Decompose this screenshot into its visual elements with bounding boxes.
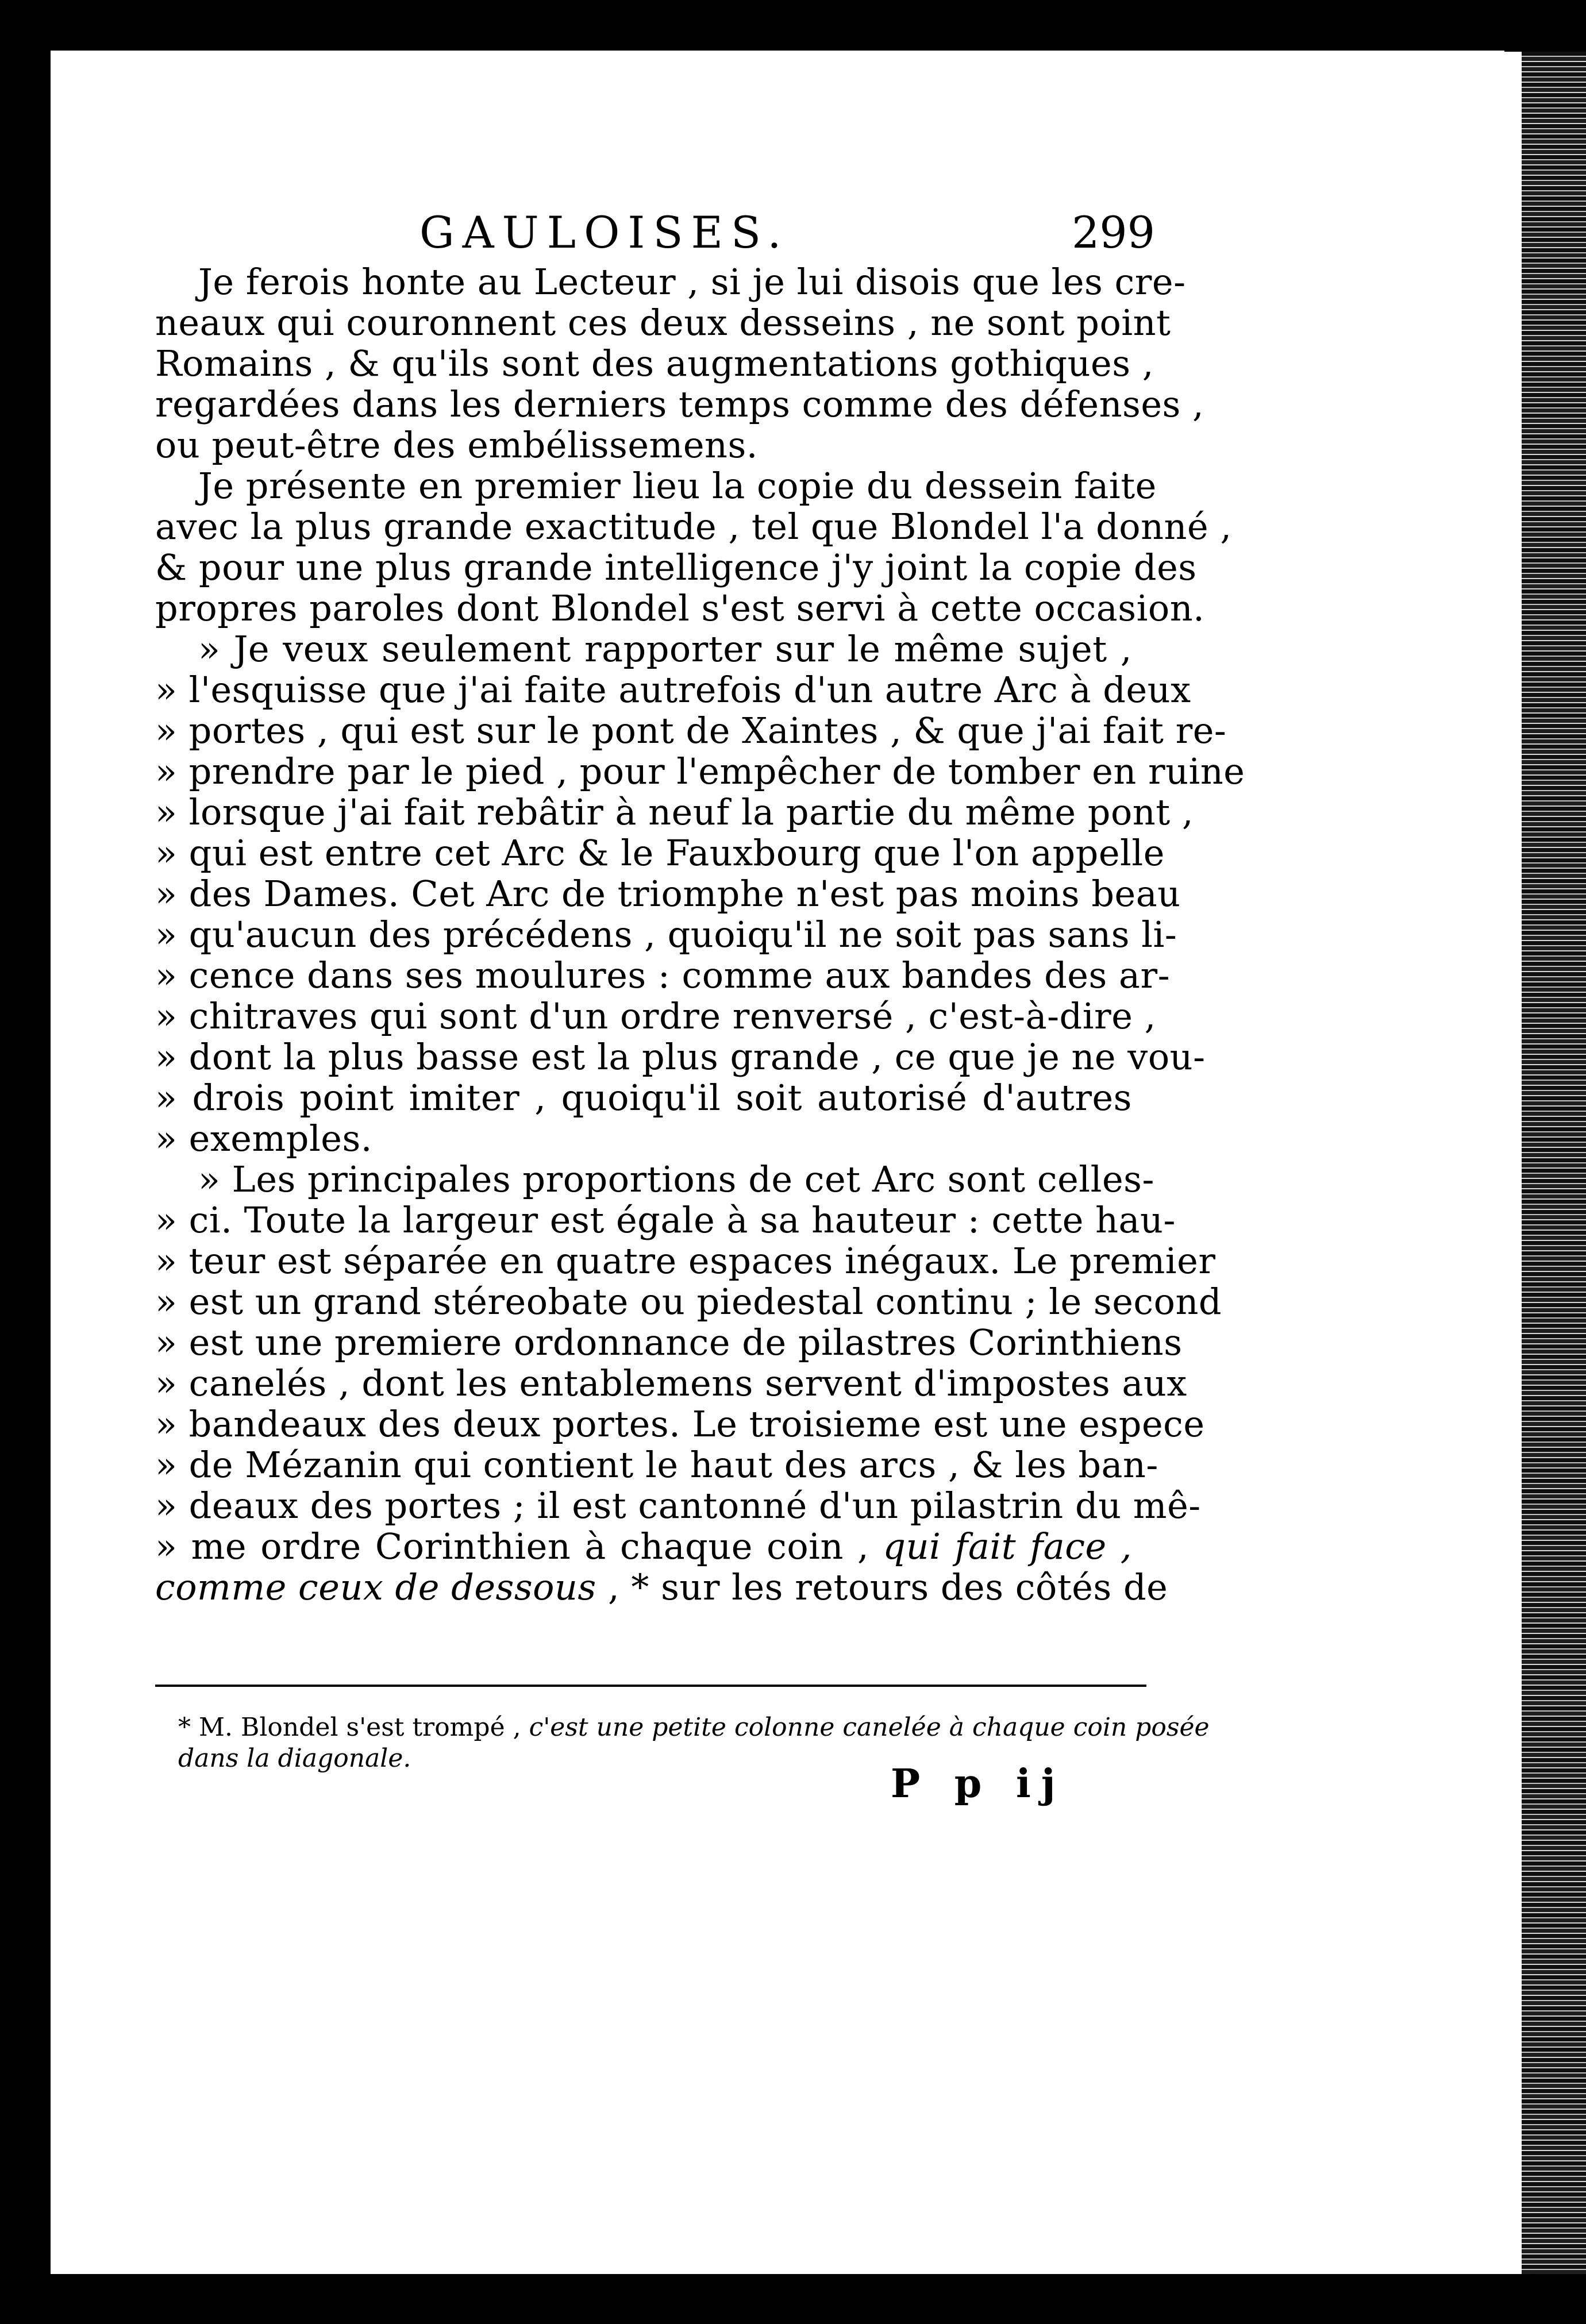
quote-line: » chitraves qui sont d'un ordre renversé , c'est-à-dire ,: [155, 995, 1156, 1037]
quote-line: » Les principales proportions de cet Arc sont celles-: [198, 1158, 1154, 1200]
quote-line: » deaux des portes ; il est cantonné d'un pilastrin du mê-: [155, 1485, 1201, 1527]
quote-line: » cence dans ses moulures : comme aux bandes des ar-: [155, 954, 1171, 996]
quote-line: » canelés , dont les entablemens servent d'impostes aux: [155, 1362, 1187, 1404]
signature-mark: P p ij: [891, 1761, 1066, 1807]
page-header: [155, 204, 1155, 261]
page-margin-strip: [1504, 52, 1522, 2274]
italic-phrase: comme ceux de dessous: [155, 1566, 596, 1608]
footnote-rule: [155, 1685, 1146, 1687]
quote-line: » lorsque j'ai fait rebâtir à neuf la partie du même pont ,: [155, 791, 1194, 833]
text-line: Je ferois honte au Lecteur , si je lui disois que les cre-: [198, 261, 1186, 303]
text-line: neaux qui couronnent ces deux desseins , ne sont point: [155, 302, 1171, 344]
italic-phrase: qui fait face ,: [869, 1525, 1132, 1567]
footnote-italic: dans la diagonale.: [178, 1744, 411, 1773]
quote-line: » dont la plus basse est la plus grande , ce que je ne vou-: [155, 1036, 1206, 1078]
page-number: 299: [1071, 207, 1155, 258]
text-line: regardées dans les derniers temps comme des défenses ,: [155, 383, 1204, 425]
quote-line: » qui est entre cet Arc & le Fauxbourg que l'on appelle: [155, 832, 1165, 874]
paragraph-3-quote: [155, 628, 1245, 1159]
quote-line: » de Mézanin qui contient le haut des arcs , & les ban-: [155, 1444, 1158, 1486]
quote-text: » me ordre Corinthien à chaque coin ,: [155, 1525, 869, 1567]
quote-line-with-italic: [155, 1526, 1132, 1567]
footnote-marker: * M. Blondel s'est trompé ,: [178, 1713, 521, 1742]
quote-line: » portes , qui est sur le pont de Xaintes , & que j'ai fait re-: [155, 710, 1227, 751]
text-line: Je présente en premier lieu la copie du dessein faite: [198, 465, 1157, 507]
quote-line: » ci. Toute la largeur est égale à sa hauteur : cette hau-: [155, 1199, 1176, 1241]
text-line: ou peut-être des embélissemens.: [155, 424, 758, 466]
quote-line: » l'esquisse que j'ai faite autrefois d'un autre Arc à deux: [155, 669, 1191, 711]
text-line: propres paroles dont Blondel s'est servi à cette occasion.: [155, 587, 1205, 629]
text-line: avec la plus grande exactitude , tel que Blondel l'a donné ,: [155, 506, 1232, 548]
quote-text: , * sur les retours des côtés de: [596, 1566, 1168, 1608]
quote-line: » exemples.: [155, 1117, 373, 1159]
quote-line: » bandeaux des deux portes. Le troisieme est une espece: [155, 1403, 1205, 1445]
paragraph-4-quote: [155, 1158, 1222, 1608]
footnote-italic: c'est une petite colonne canelée à chaque coin posée: [521, 1713, 1210, 1742]
quote-line: » teur est séparée en quatre espaces inégaux. Le premier: [155, 1240, 1216, 1282]
quote-line: » des Dames. Cet Arc de triomphe n'est pas moins beau: [155, 873, 1181, 915]
text-line: & pour une plus grande intelligence j'y joint la copie des: [155, 546, 1197, 588]
footnote-line: [178, 1712, 1210, 1743]
quote-line: » est un grand stéreobate ou piedestal continu ; le second: [155, 1281, 1222, 1323]
text-line: Romains , & qu'ils sont des augmentations gothiques ,: [155, 342, 1154, 384]
paragraph-2: [155, 465, 1232, 629]
running-title: GAULOISES.: [419, 207, 790, 258]
quote-line: » qu'aucun des précédens , quoiqu'il ne soit pas sans li-: [155, 914, 1177, 955]
quote-line: » drois point imiter , quoiqu'il soit autorisé d'autres: [155, 1077, 1132, 1119]
quote-line: » prendre par le pied , pour l'empêcher de tomber en ruine: [155, 750, 1245, 792]
quote-line: » est une premiere ordonnance de pilastres Corinthiens: [155, 1321, 1183, 1363]
quote-line-with-italic: [155, 1566, 1168, 1608]
main-text: [155, 204, 1245, 1608]
quote-line: » Je veux seulement rapporter sur le même sujet ,: [198, 628, 1132, 670]
paragraph-1: [155, 261, 1204, 466]
